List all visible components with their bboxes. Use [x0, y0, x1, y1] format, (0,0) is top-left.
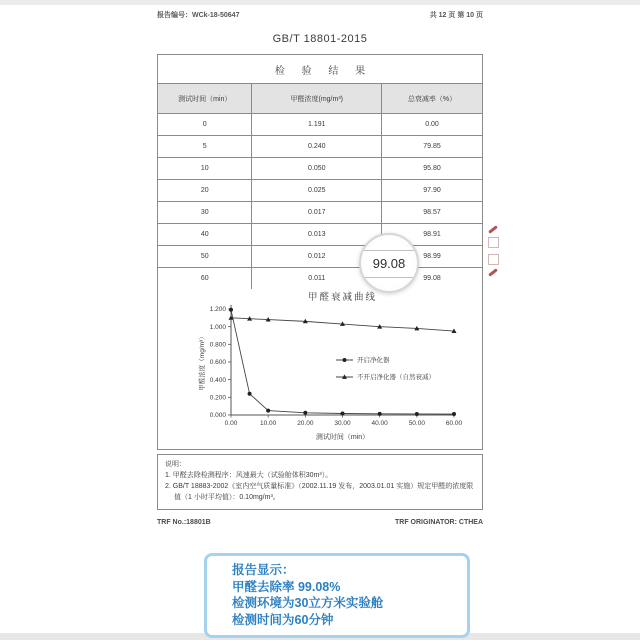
svg-text:40.00: 40.00	[371, 420, 388, 427]
svg-text:不开启净化器（自然衰减）: 不开启净化器（自然衰减）	[357, 374, 435, 382]
report-document	[157, 10, 483, 526]
table-row	[158, 158, 482, 180]
table-cell: 98.57	[382, 202, 482, 224]
summary-line: 检测时间为60分钟	[232, 612, 334, 627]
stamp-stroke-icon	[488, 268, 498, 277]
table-cell: 20	[158, 180, 252, 202]
table-cell: 79.85	[382, 136, 482, 158]
column-header: 总衰减率（%）	[382, 84, 482, 114]
column-header: 甲醛浓度(mg/m³)	[252, 84, 382, 114]
table-row	[158, 136, 482, 158]
table-cell: 0.011	[252, 268, 382, 290]
table-cell: 10	[158, 158, 252, 180]
table-cell: 0	[158, 114, 252, 136]
table-cell: 98.91	[382, 224, 482, 246]
table-row	[158, 202, 482, 224]
svg-text:0.00: 0.00	[224, 420, 238, 427]
trf-number: TRF No.:18801B	[157, 519, 211, 527]
trf-originator: TRF ORIGINATOR: CTHEA	[394, 519, 483, 527]
table-cell: 98.99	[382, 246, 482, 268]
svg-text:1.200: 1.200	[209, 306, 226, 314]
table-cell: 60	[158, 268, 252, 290]
table-row	[158, 268, 482, 290]
svg-text:1.000: 1.000	[209, 323, 226, 331]
svg-text:50.00: 50.00	[408, 420, 425, 427]
scan-edge-top	[0, 0, 640, 5]
decay-chart-svg	[158, 289, 482, 449]
table-cell: 97.90	[382, 180, 482, 202]
note-item: 2. GB/T 18883-2002《室内空气质量标准》（2002.11.19 发布，2003.01.01 实施）规定甲醛的浓度限值（1 小时平均值）：0.10mg/m³。	[165, 482, 474, 501]
table-header-row	[158, 84, 482, 114]
notes-list	[165, 471, 475, 504]
table-cell: 50	[158, 246, 252, 268]
table-row	[158, 224, 482, 246]
table-cell: 1.191	[252, 114, 382, 136]
svg-text:60.00: 60.00	[445, 420, 463, 427]
notes-label: 说明：	[165, 461, 186, 468]
document-footer	[157, 519, 483, 526]
table-cell: 30	[158, 202, 252, 224]
magnifier-row-line	[361, 250, 417, 251]
svg-text:0.400: 0.400	[209, 376, 226, 384]
svg-text:甲醛浓度（mg/m³）: 甲醛浓度（mg/m³）	[199, 333, 206, 391]
table-cell: 0.00	[382, 114, 482, 136]
summary-line: 报告显示：	[232, 563, 295, 577]
stamp-glyph-icon	[488, 254, 499, 265]
table-cell: 95.80	[382, 158, 482, 180]
svg-text:0.200: 0.200	[209, 394, 226, 402]
svg-text:10.00: 10.00	[260, 420, 277, 427]
stamp-glyph-icon	[488, 237, 499, 248]
magnifier-row-line	[361, 277, 417, 278]
stamp-stroke-icon	[488, 225, 498, 234]
svg-text:甲醛衰减曲线: 甲醛衰减曲线	[307, 292, 378, 303]
summary-line: 检测环境为30立方米实验舱	[232, 596, 384, 610]
table-row	[158, 114, 482, 136]
section-title: 检 验 结 果	[158, 55, 482, 84]
highlight-magnifier	[359, 233, 419, 293]
results-frame	[157, 54, 483, 450]
svg-text:测试时间（min）: 测试时间（min）	[315, 434, 370, 441]
svg-text:0.800: 0.800	[209, 341, 226, 349]
table-cell: 0.050	[252, 158, 382, 180]
table-cell: 40	[158, 224, 252, 246]
document-header	[157, 10, 483, 20]
table-cell: 0.017	[252, 202, 382, 224]
standard-title: GB/T 18801-2015	[272, 33, 368, 45]
table-row	[158, 246, 482, 268]
summary-lines	[232, 562, 463, 628]
table-cell: 0.013	[252, 224, 382, 246]
results-table	[158, 84, 482, 289]
decay-chart	[158, 289, 482, 449]
table-cell: 99.08	[382, 268, 482, 290]
svg-text:0.000: 0.000	[209, 412, 226, 420]
table-cell: 0.240	[252, 136, 382, 158]
svg-text:30.00: 30.00	[334, 420, 351, 427]
page-indicator: 共 12 页 第 10 页	[429, 12, 483, 19]
summary-line: 甲醛去除率 99.08%	[232, 579, 341, 594]
column-header: 测试时间（min）	[158, 84, 252, 114]
red-stamp-watermark	[483, 228, 503, 300]
svg-text:0.600: 0.600	[209, 359, 226, 367]
table-cell: 0.012	[252, 246, 382, 268]
note-item: 1. 甲醛去除检测程序：风速最大（试验舱体积30m³）。	[165, 471, 333, 479]
summary-box	[204, 553, 470, 638]
report-number: 报告编号：WCk-18-50647	[157, 12, 240, 19]
notes-box	[157, 454, 483, 510]
table-row	[158, 180, 482, 202]
magnified-value: 99.08	[372, 255, 406, 271]
svg-text:20.00: 20.00	[297, 420, 314, 427]
svg-text:开启净化器: 开启净化器	[357, 357, 390, 365]
table-cell: 0.025	[252, 180, 382, 202]
table-cell: 5	[158, 136, 252, 158]
